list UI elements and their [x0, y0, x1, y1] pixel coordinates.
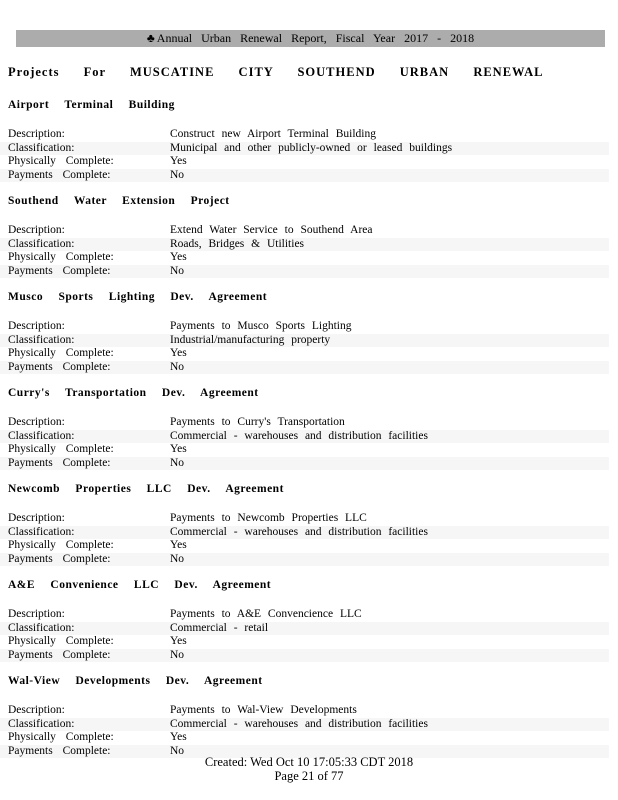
description-row [0, 608, 609, 622]
physically-complete-label: Physically Complete: [8, 251, 114, 263]
description-value: Payments to Musco Sports Lighting [170, 320, 352, 332]
payments-complete-value: No [170, 648, 185, 661]
description-value: Extend Water Service to Southend Area [170, 224, 373, 236]
payments-complete-row [0, 361, 609, 375]
payments-complete-value: No [170, 552, 185, 565]
project-name: A&E Convenience LLC Dev. Agreement [8, 579, 272, 591]
description-value: Payments to Newcomb Properties LLC [170, 512, 367, 524]
payments-complete-row [0, 457, 609, 471]
project-section [0, 483, 618, 579]
classification-label: Classification: [8, 525, 75, 538]
project-name: Wal-View Developments Dev. Agreement [8, 675, 263, 687]
classification-label: Classification: [8, 717, 75, 730]
classification-value: Roads, Bridges & Utilities [170, 237, 305, 250]
classification-row [0, 622, 609, 636]
physically-complete-value: Yes [170, 155, 187, 167]
project-name: Airport Terminal Building [8, 99, 175, 111]
classification-label: Classification: [8, 141, 75, 154]
classification-label: Classification: [8, 237, 75, 250]
project-fields [0, 512, 618, 566]
classification-value: Commercial - warehouses and distribution facilities [170, 429, 428, 442]
project-fields [0, 416, 618, 470]
physically-complete-value: Yes [170, 731, 187, 743]
report-title: Annual Urban Renewal Report, Fiscal Year 2017 - 2018 [156, 31, 475, 45]
payments-complete-label: Payments Complete: [8, 552, 111, 565]
classification-row [0, 334, 609, 348]
page-number: Page 21 of 77 [274, 769, 344, 783]
physically-complete-row [0, 539, 609, 553]
payments-complete-value: No [170, 264, 185, 277]
classification-value: Commercial - warehouses and distribution facilities [170, 717, 428, 730]
description-label: Description: [8, 608, 65, 620]
description-row [0, 320, 609, 334]
payments-complete-label: Payments Complete: [8, 456, 111, 469]
payments-complete-value: No [170, 744, 185, 757]
project-section [0, 291, 618, 387]
classification-label: Classification: [8, 333, 75, 346]
description-value: Payments to Curry's Transportation [170, 416, 345, 428]
description-row [0, 128, 609, 142]
projects-list [0, 99, 618, 771]
physically-complete-label: Physically Complete: [8, 635, 114, 647]
physically-complete-value: Yes [170, 635, 187, 647]
payments-complete-row [0, 169, 609, 183]
project-section [0, 195, 618, 291]
project-fields [0, 320, 618, 374]
physically-complete-label: Physically Complete: [8, 155, 114, 167]
physically-complete-row [0, 635, 609, 649]
payments-complete-label: Payments Complete: [8, 648, 111, 661]
project-fields [0, 608, 618, 662]
project-fields [0, 128, 618, 182]
physically-complete-label: Physically Complete: [8, 539, 114, 551]
description-value: Payments to Wal-View Developments [170, 704, 357, 716]
project-section [0, 579, 618, 675]
description-label: Description: [8, 128, 65, 140]
description-label: Description: [8, 704, 65, 716]
description-label: Description: [8, 416, 65, 428]
description-label: Description: [8, 320, 65, 332]
description-value: Payments to A&E Convencience LLC [170, 608, 362, 620]
project-name: Musco Sports Lighting Dev. Agreement [8, 291, 268, 303]
classification-row [0, 718, 609, 732]
description-label: Description: [8, 512, 65, 524]
classification-row [0, 142, 609, 156]
physically-complete-value: Yes [170, 251, 187, 263]
project-name: Curry's Transportation Dev. Agreement [8, 387, 259, 399]
report-title-bar [16, 30, 605, 47]
payments-complete-label: Payments Complete: [8, 168, 111, 181]
classification-row [0, 430, 609, 444]
payments-complete-row [0, 553, 609, 567]
physically-complete-label: Physically Complete: [8, 443, 114, 455]
payments-complete-value: No [170, 168, 185, 181]
classification-value: Municipal and other publicly-owned or leased buildings [170, 141, 453, 154]
created-timestamp: Created: Wed Oct 10 17:05:33 CDT 2018 [204, 755, 414, 769]
page-footer [0, 755, 618, 783]
payments-complete-label: Payments Complete: [8, 264, 111, 277]
payments-complete-label: Payments Complete: [8, 360, 111, 373]
physically-complete-value: Yes [170, 539, 187, 551]
classification-value: Industrial/manufacturing property [170, 333, 331, 346]
project-fields [0, 704, 618, 758]
classification-label: Classification: [8, 429, 75, 442]
project-name: Newcomb Properties LLC Dev. Agreement [8, 483, 284, 495]
description-label: Description: [8, 224, 65, 236]
physically-complete-row [0, 347, 609, 361]
physically-complete-label: Physically Complete: [8, 731, 114, 743]
physically-complete-row [0, 443, 609, 457]
physically-complete-value: Yes [170, 347, 187, 359]
description-row [0, 512, 609, 526]
physically-complete-row [0, 251, 609, 265]
payments-complete-label: Payments Complete: [8, 744, 111, 757]
club-icon: ♣ [146, 31, 155, 45]
project-name: Southend Water Extension Project [8, 195, 230, 207]
description-row [0, 224, 609, 238]
payments-complete-value: No [170, 360, 185, 373]
classification-value: Commercial - retail [170, 621, 269, 634]
page-title: Projects For MUSCATINE CITY SOUTHEND URBAN RENEWAL [8, 65, 544, 79]
payments-complete-row [0, 649, 609, 663]
payments-complete-value: No [170, 456, 185, 469]
classification-row [0, 526, 609, 540]
physically-complete-row [0, 731, 609, 745]
description-row [0, 416, 609, 430]
project-section [0, 387, 618, 483]
classification-value: Commercial - warehouses and distribution facilities [170, 525, 428, 538]
physically-complete-label: Physically Complete: [8, 347, 114, 359]
description-row [0, 704, 609, 718]
classification-row [0, 238, 609, 252]
physically-complete-value: Yes [170, 443, 187, 455]
description-value: Construct new Airport Terminal Building [170, 128, 376, 140]
project-section [0, 99, 618, 195]
project-fields [0, 224, 618, 278]
classification-label: Classification: [8, 621, 75, 634]
physically-complete-row [0, 155, 609, 169]
payments-complete-row [0, 265, 609, 279]
